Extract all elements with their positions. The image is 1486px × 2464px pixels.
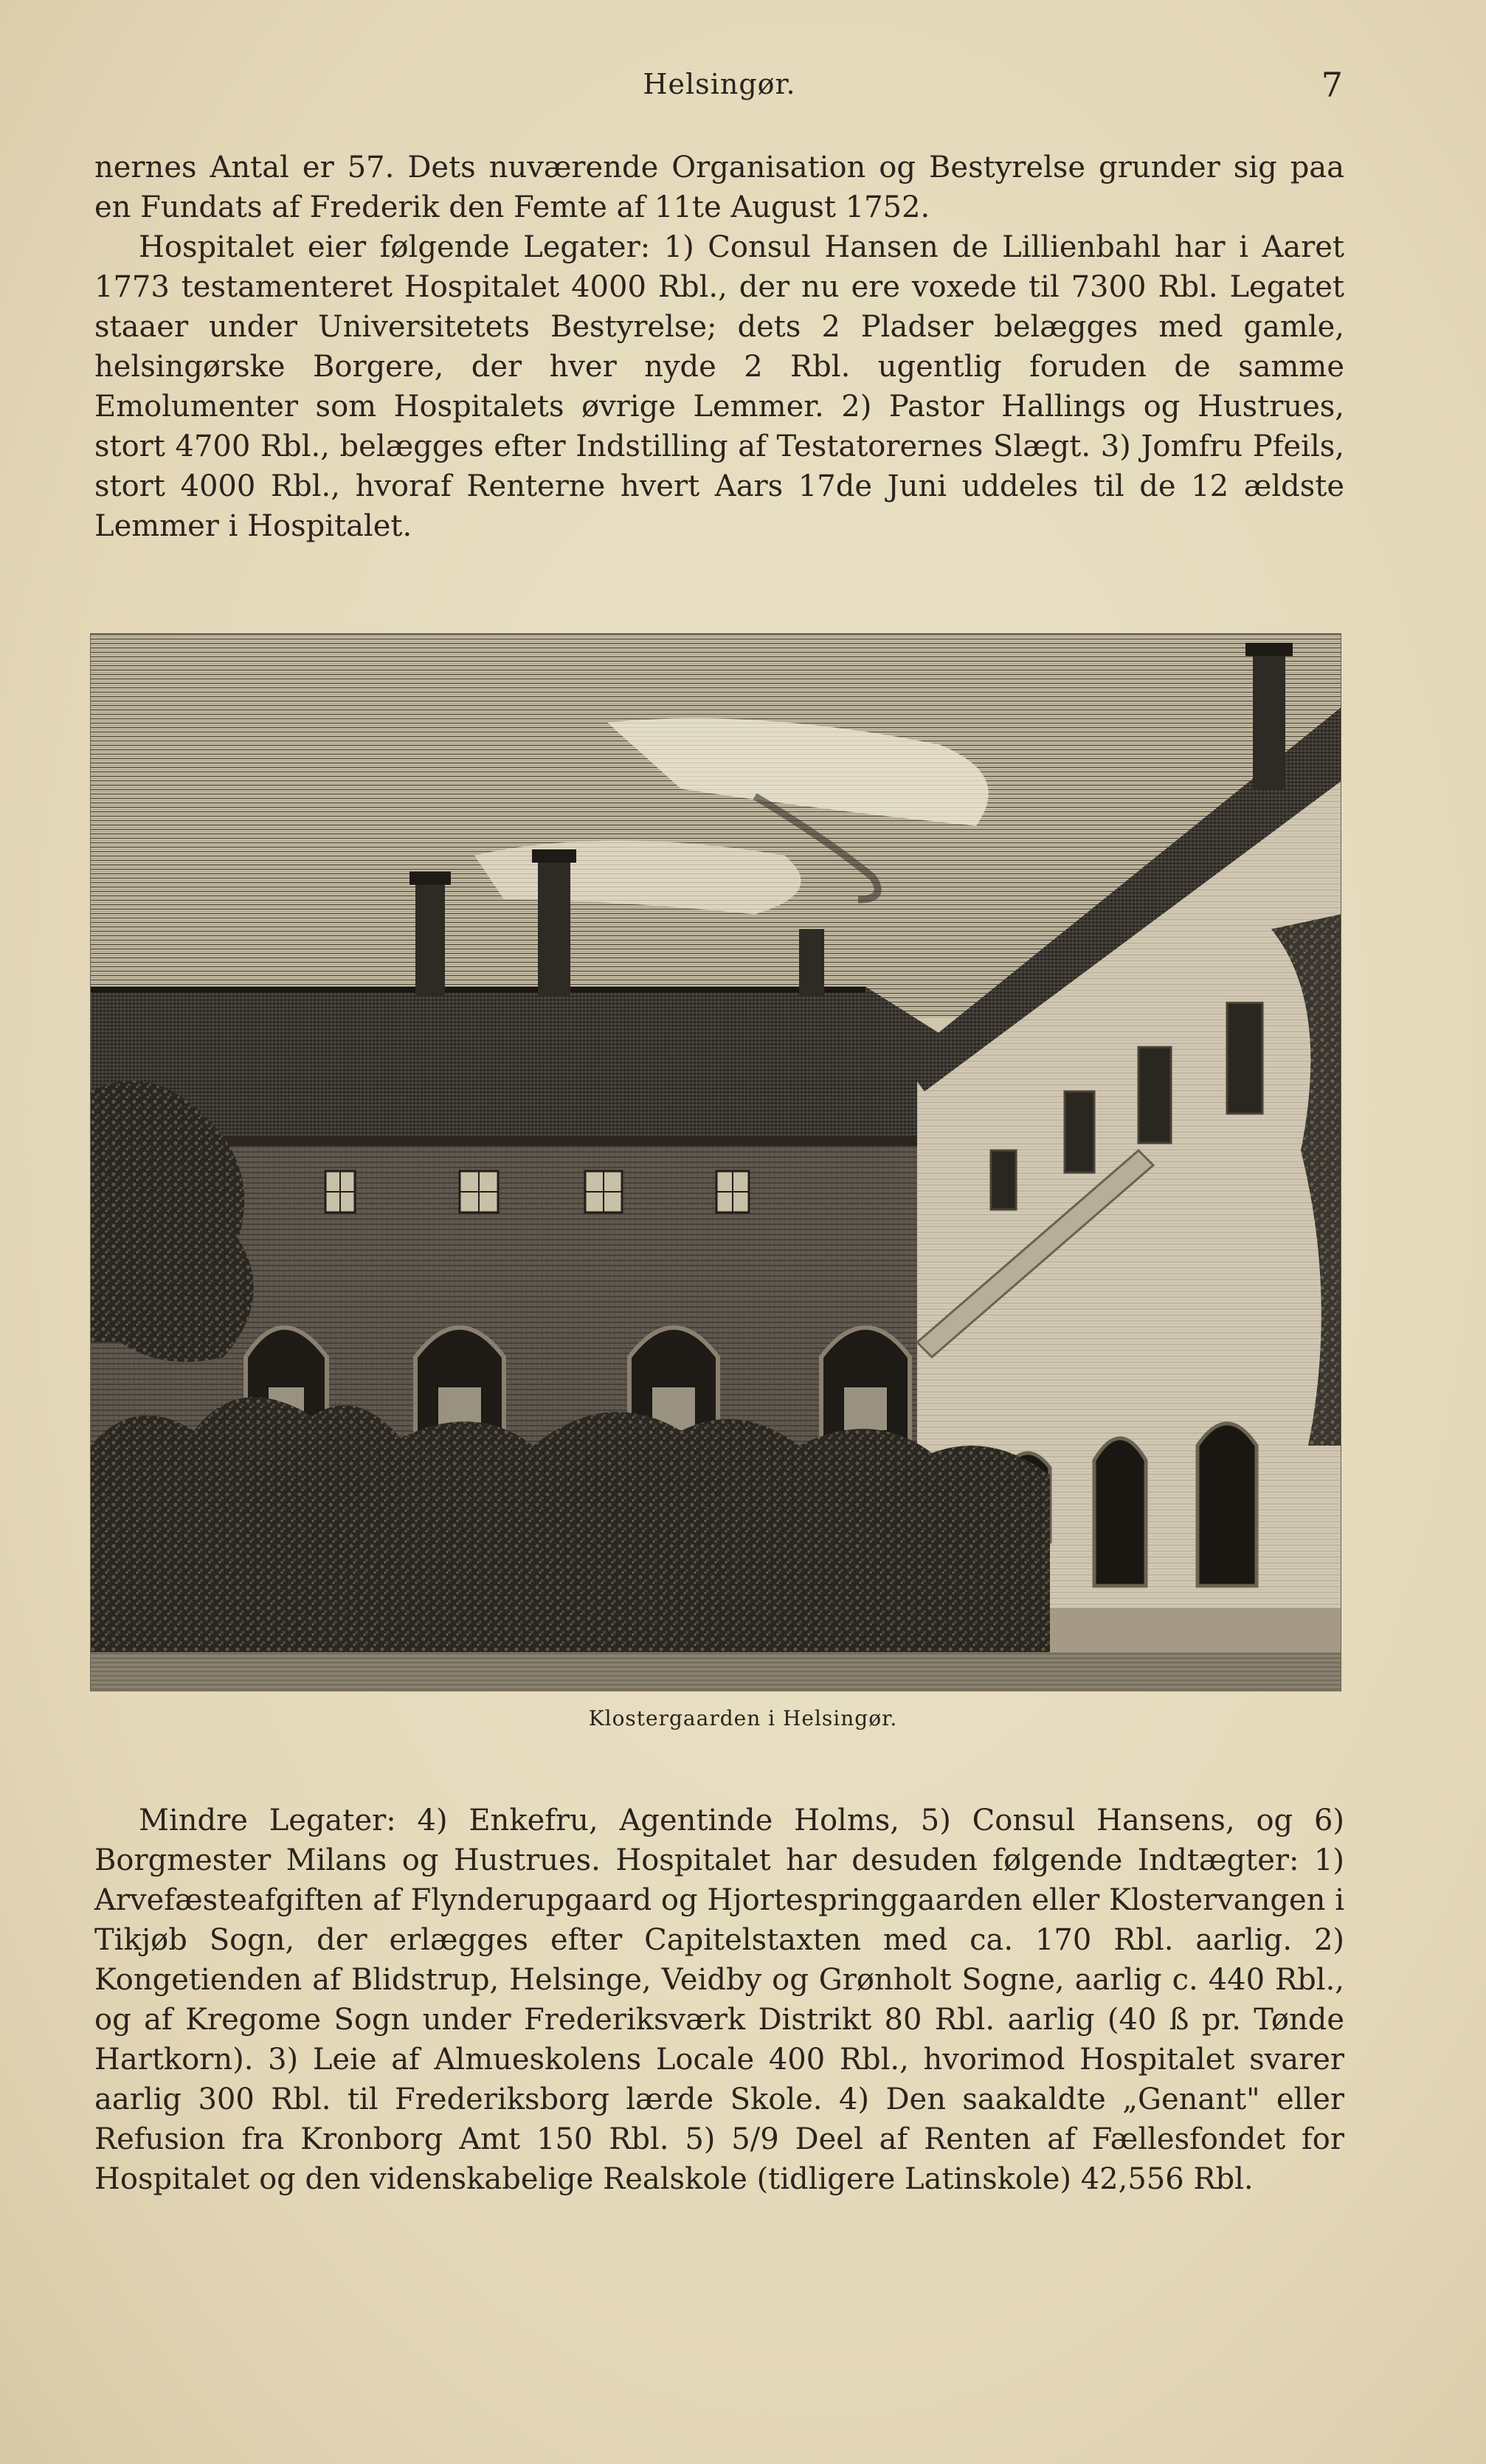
running-head [96,65,1343,112]
paragraph: Mindre Legater: 4) Enkefru, Agentinde Holms, 5) Consul Hansens, og 6) Borgmester Milans og Hustrues. Hospitalet har desuden følgende Indtægter: 1) Arvefæsteafgiften af Flynderupgaard og Hjortespringgaarden eller Klostervangen i Tikjøb Sogn, der erlægges efter Capitelstaxten med ca. 170 Rbl. aarlig. 2) Kongetienden af Blidstrup, Helsinge, Veidby og Grønholt Sogne, aarlig c. 440 Rbl., og af Kregome Sogn under Frederiksværk Distrikt 80 Rbl. aarlig (40 ß pr. Tønde Hartkorn). 3) Leie af Almueskolens Locale 400 Rbl., hvorimod Hospitalet svarer aarlig 300 Rbl. til Frederiksborg lærde Skole. 4) Den saakaldte „Genant" eller Refusion fra Kronborg Amt 150 Rbl. 5) 5/9 Deel af Renten af Fællesfondet for Hospitalet og den videnskabelige Realskole (tidligere Latinskole) 42,556 Rbl. [94,1804,1344,2196]
page-number: 7 [1321,65,1343,105]
running-title: Helsingør. [643,68,796,100]
text-block-bottom [94,1801,1344,2199]
cloister-engraving [91,634,1341,1691]
text-block-top [94,148,1344,546]
chimney [415,877,445,995]
shrubbery [91,1397,1050,1691]
chimney [538,855,570,995]
paragraph: nernes Antal er 57. Dets nuværende Organisation og Bestyrelse grunder sig paa en Fundats af Frederik den Femte af 11te August 1752. [94,151,1344,224]
paragraph: Hospitalet eier følgende Legater: 1) Consul Hansen de Lillienbahl har i Aaret 1773 testamenteret Hospitalet 4000 Rbl., der nu ere voxede til 7300 Rbl. Legatet staaer under Universitetets Bestyrelse; dets 2 Pladser belægges med gamle, helsingørske Borgere, der hver nyde 2 Rbl. ugentlig foruden de samme Emolumenter som Hospitalets øvrige Lemmer. 2) Pastor Hallings og Hustrues, stort 4700 Rbl., belægges efter Indstilling af Testatorernes Slægt. 3) Jomfru Pfeils, stort 4000 Rbl., hvoraf Renterne hvert Aars 17de Juni uddeles til de 12 ældste Lemmer i Hospitalet. [94,230,1344,543]
engraving-illustration [90,633,1341,1691]
chimney [1253,649,1285,789]
roof [91,987,961,1136]
figure-caption: Klostergaarden i Helsingør. [588,1706,898,1730]
chimney [799,929,824,995]
